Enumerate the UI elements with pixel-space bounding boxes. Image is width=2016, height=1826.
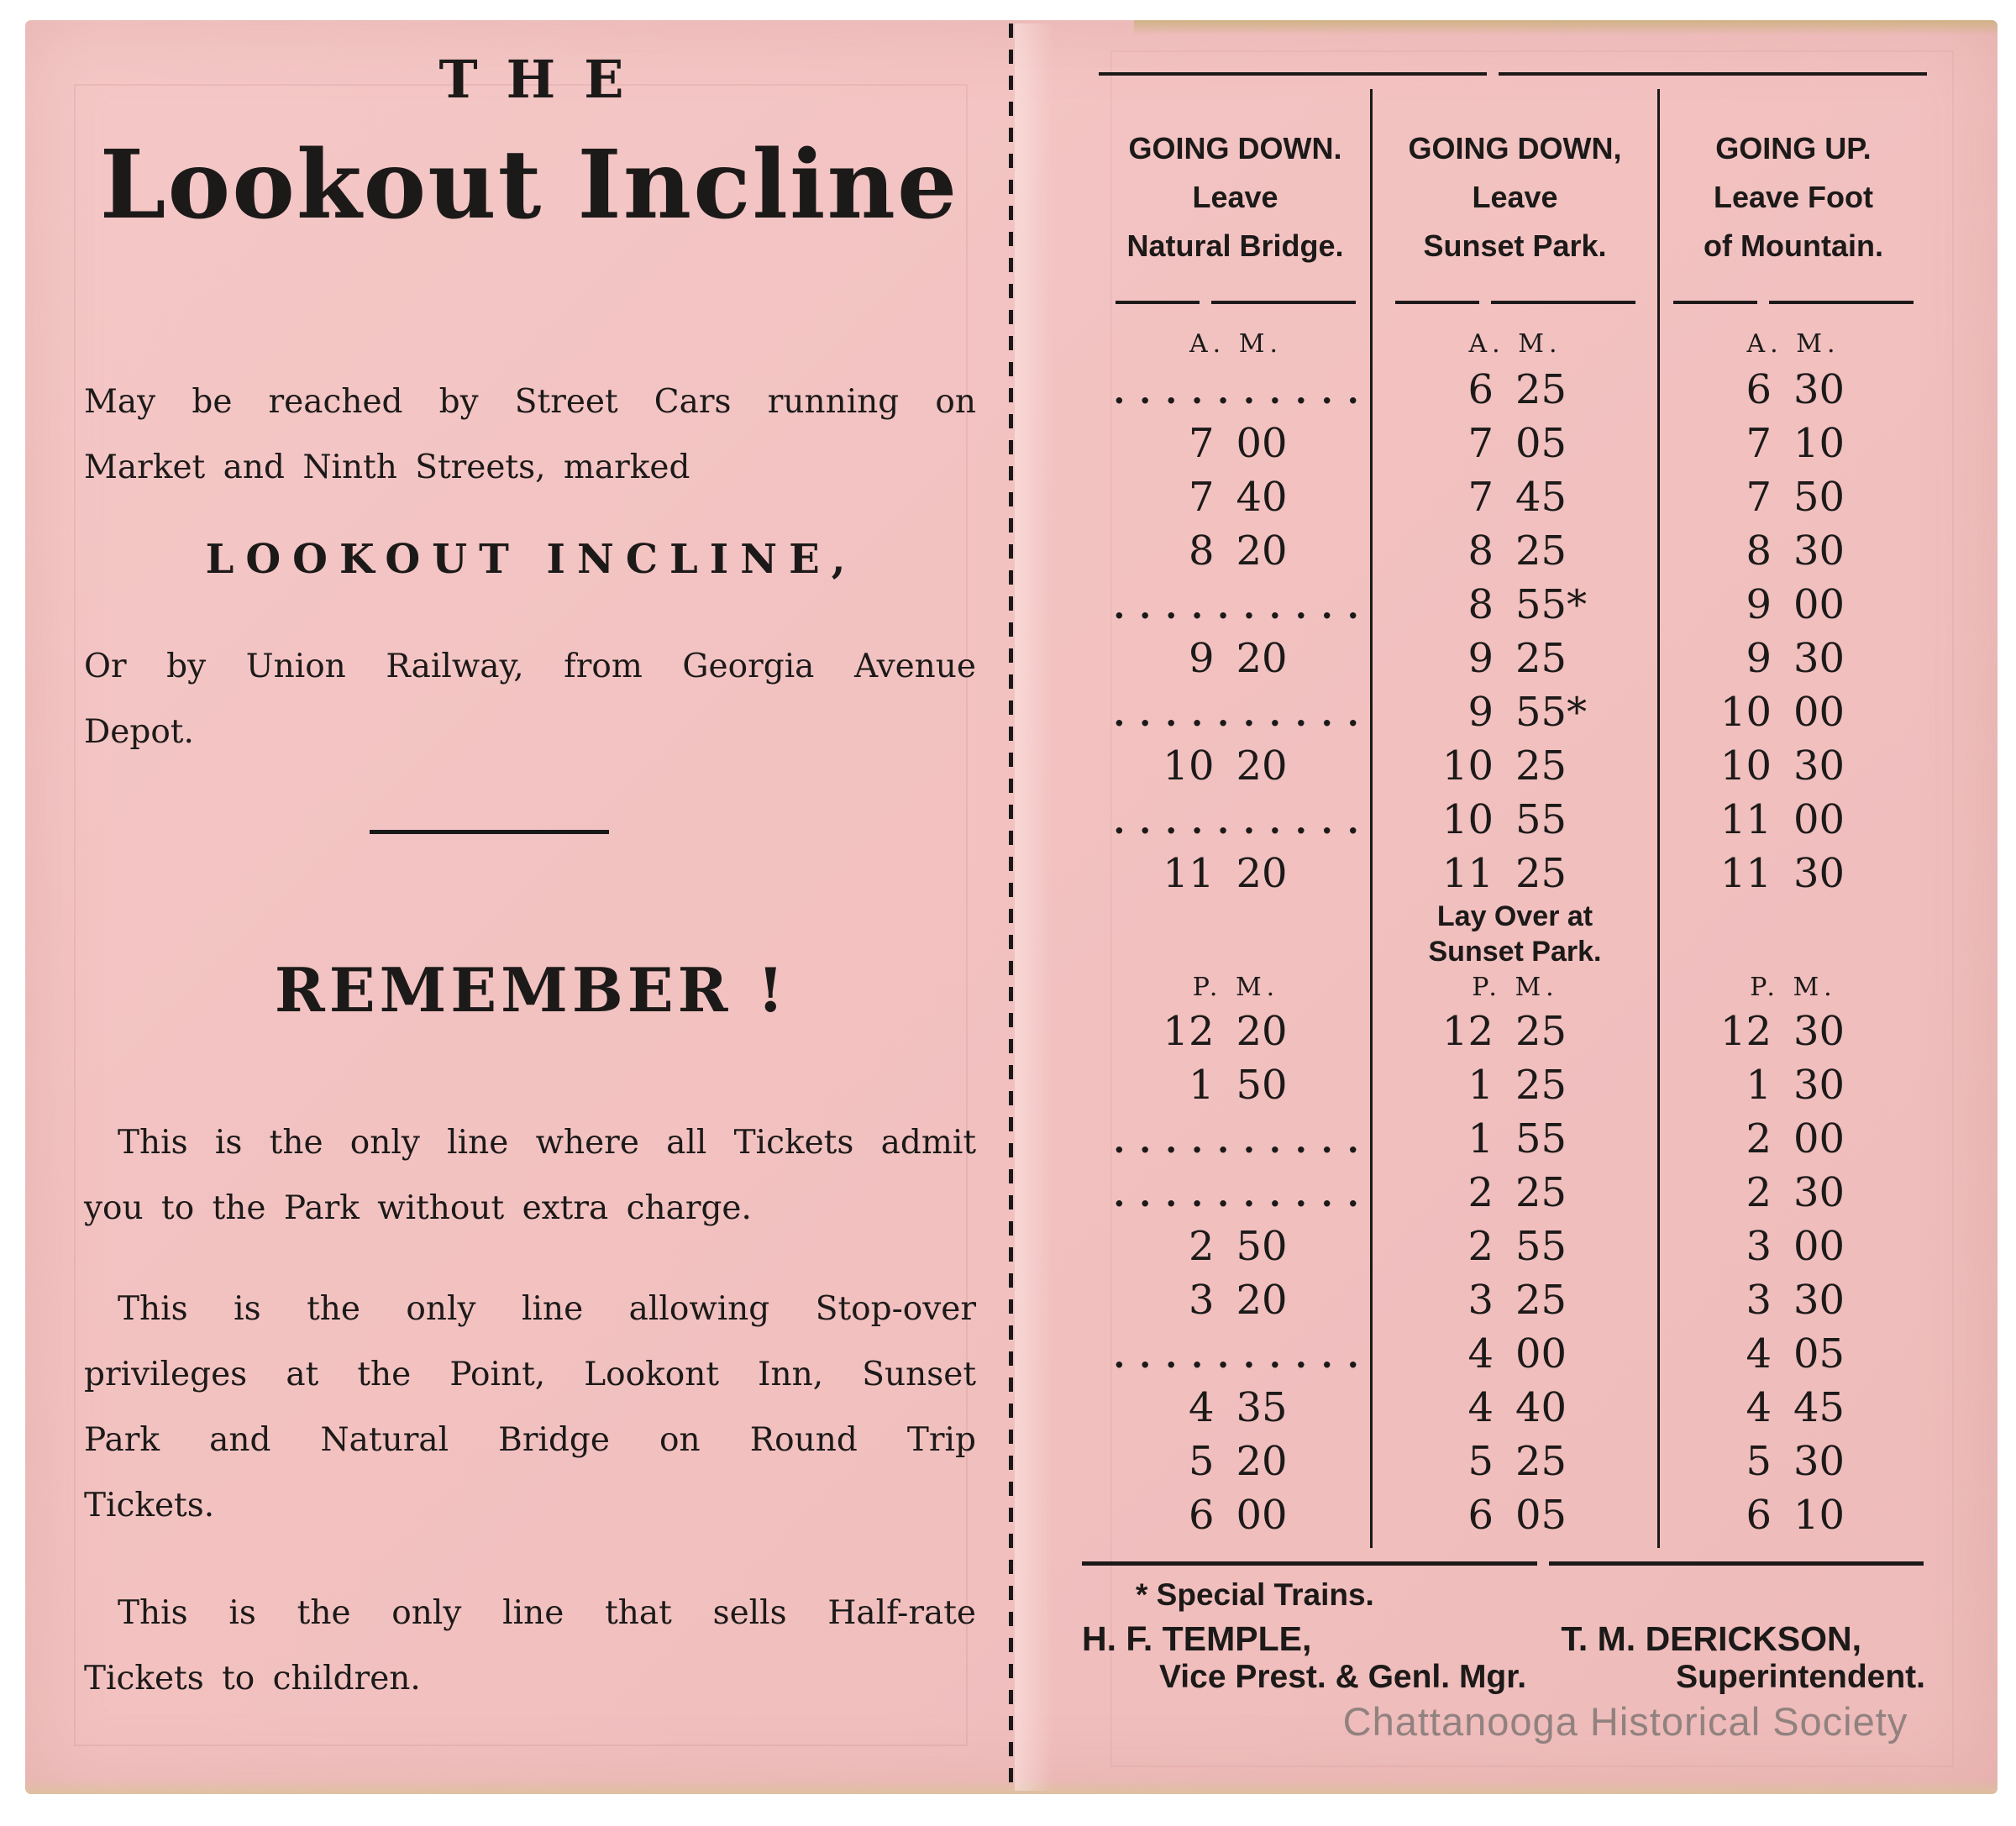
time-cell	[1659, 685, 1928, 739]
hour: 9	[1746, 635, 1772, 682]
time-cell	[1100, 632, 1372, 685]
time-cell	[1372, 685, 1659, 739]
text-line: Tickets to children.	[84, 1660, 421, 1697]
minutes: 55	[1515, 1115, 1567, 1162]
time-cell	[1659, 1435, 1928, 1488]
header-line: Leave	[1472, 180, 1558, 214]
remember-heading: REMEMBER !	[274, 954, 789, 1026]
hour: 11	[1441, 850, 1494, 897]
time-cell	[1372, 417, 1659, 470]
hour: 10	[1163, 742, 1215, 790]
hour: 11	[1719, 796, 1772, 843]
am-label: A. M.	[1468, 329, 1562, 359]
minutes: 00	[1515, 1330, 1567, 1377]
minutes: 25	[1515, 1277, 1567, 1324]
time-cell	[1372, 1435, 1659, 1488]
time-cell	[1100, 470, 1372, 524]
time-cell: ..........	[1113, 694, 1373, 734]
time-cell: ..........	[1113, 1335, 1373, 1376]
hour: 7	[1467, 474, 1494, 521]
hour: 9	[1746, 581, 1772, 628]
layover-note	[1373, 899, 1657, 969]
minutes: 25	[1515, 1438, 1567, 1485]
hour: 1	[1746, 1062, 1772, 1109]
hour: 4	[1746, 1330, 1772, 1377]
minutes: 30	[1793, 1169, 1845, 1216]
minutes: 20	[1236, 1277, 1288, 1324]
pm-times-grid	[1100, 1005, 1928, 1542]
time-cell	[1659, 1273, 1928, 1327]
minutes: 35	[1236, 1384, 1288, 1431]
header-line: Sunset Park.	[1423, 228, 1607, 263]
hour: 10	[1719, 742, 1772, 790]
time-cell	[1659, 1327, 1928, 1381]
minutes: 10	[1793, 420, 1845, 467]
time-cell	[1372, 1488, 1659, 1542]
hour: 9	[1467, 635, 1494, 682]
hour: 7	[1746, 474, 1772, 521]
time-cell	[1372, 1327, 1659, 1381]
time-cell	[1100, 524, 1372, 578]
hour: 5	[1188, 1438, 1215, 1485]
minutes: 40	[1236, 474, 1288, 521]
minutes: 00	[1793, 1223, 1845, 1270]
time-cell	[1659, 1220, 1928, 1273]
fold-crease	[1015, 24, 1053, 1791]
time-cell	[1659, 470, 1928, 524]
text-line: you to the Park without extra charge.	[84, 1189, 752, 1227]
hour: 8	[1467, 581, 1494, 628]
minutes: 55	[1515, 1223, 1567, 1270]
time-cell	[1372, 363, 1659, 417]
minutes: 25	[1515, 1062, 1567, 1109]
time-cell: ..........	[1113, 1174, 1373, 1215]
time-cell	[1372, 1005, 1659, 1058]
time-cell	[1659, 1166, 1928, 1220]
time-cell	[1659, 793, 1928, 847]
am-times-grid	[1100, 363, 1928, 900]
time-cell	[1100, 417, 1372, 470]
hour: 3	[1746, 1223, 1772, 1270]
time-cell	[1372, 1273, 1659, 1327]
minutes: 50	[1236, 1223, 1288, 1270]
minutes: 20	[1236, 635, 1288, 682]
special-trains-footnote: * Special Trains.	[1136, 1577, 1374, 1612]
hour: 4	[1188, 1384, 1215, 1431]
hour: 9	[1467, 689, 1494, 736]
minutes: 10	[1793, 1492, 1845, 1539]
hour: 5	[1746, 1438, 1772, 1485]
hour: 12	[1163, 1008, 1215, 1055]
header-line: GOING DOWN.	[1128, 131, 1342, 165]
hour: 10	[1441, 796, 1494, 843]
time-cell	[1372, 632, 1659, 685]
minutes: 00	[1236, 1492, 1288, 1539]
minutes: 55	[1515, 796, 1567, 843]
text-line: Market and Ninth Streets, marked	[84, 449, 690, 486]
hour: 8	[1746, 527, 1772, 575]
officer-title: Vice Prest. & Genl. Mgr.	[1159, 1659, 1527, 1695]
header-line: Leave	[1192, 180, 1278, 214]
time-cell	[1659, 1005, 1928, 1058]
subhead-lookout-incline: LOOKOUT INCLINE,	[205, 536, 858, 583]
text-line: This is the only line where all Tickets admit	[118, 1124, 976, 1162]
time-cell	[1372, 524, 1659, 578]
kicker-the: THE	[438, 49, 653, 110]
minutes: 50	[1236, 1062, 1288, 1109]
time-cell	[1659, 1488, 1928, 1542]
minutes: 20	[1236, 527, 1288, 575]
time-cell	[1372, 1381, 1659, 1435]
hour: 2	[1188, 1223, 1215, 1270]
text-line: Or by Union Railway, from Georgia Avenue	[84, 648, 976, 685]
pm-label: P. M.	[1750, 973, 1837, 1002]
hour: 7	[1467, 420, 1494, 467]
hour: 6	[1188, 1492, 1215, 1539]
table-bottom-rule	[1082, 1561, 1537, 1566]
paragraph-union-railway	[84, 634, 976, 765]
minutes: 00	[1236, 420, 1288, 467]
time-cell	[1659, 578, 1928, 632]
hour: 3	[1188, 1277, 1215, 1324]
hour: 2	[1467, 1169, 1494, 1216]
minutes: 30	[1793, 742, 1845, 790]
minutes: 00	[1793, 581, 1845, 628]
time-cell	[1659, 1112, 1928, 1166]
hour: 10	[1719, 689, 1772, 736]
time-cell: ..........	[1113, 586, 1373, 627]
minutes: 30	[1793, 1277, 1845, 1324]
minutes: 25	[1515, 742, 1567, 790]
hour: 3	[1467, 1277, 1494, 1324]
time-cell	[1659, 847, 1928, 900]
hour: 9	[1188, 635, 1215, 682]
pm-label: P. M.	[1472, 973, 1559, 1002]
hour: 2	[1746, 1169, 1772, 1216]
minutes: 55*	[1515, 689, 1588, 736]
hour: 7	[1188, 420, 1215, 467]
minutes: 30	[1793, 635, 1845, 682]
time-cell	[1372, 470, 1659, 524]
pm-label-row	[1100, 973, 1928, 1002]
time-cell	[1100, 1488, 1372, 1542]
hour: 6	[1467, 1492, 1494, 1539]
time-cell	[1100, 1435, 1372, 1488]
header-underline	[1100, 301, 1370, 304]
minutes: 05	[1793, 1330, 1845, 1377]
header-line: Leave Foot	[1713, 180, 1874, 214]
table-bottom-rule	[1549, 1561, 1924, 1566]
time-cell	[1100, 1058, 1372, 1112]
time-cell	[1372, 578, 1659, 632]
minutes: 25	[1515, 1169, 1567, 1216]
hour: 11	[1719, 850, 1772, 897]
time-cell	[1659, 1381, 1928, 1435]
hour: 1	[1188, 1062, 1215, 1109]
minutes: 30	[1793, 1062, 1845, 1109]
minutes: 45	[1793, 1384, 1845, 1431]
hour: 12	[1441, 1008, 1494, 1055]
minutes: 20	[1236, 742, 1288, 790]
text-line: May be reached by Street Cars running on	[84, 383, 976, 421]
time-cell	[1100, 1273, 1372, 1327]
hour: 6	[1746, 1492, 1772, 1539]
time-cell	[1100, 1220, 1372, 1273]
hour: 1	[1467, 1062, 1494, 1109]
hour: 4	[1746, 1384, 1772, 1431]
text-line: Park and Natural Bridge on Round Trip	[84, 1421, 976, 1459]
page-title: Lookout Incline	[99, 130, 959, 240]
time-cell	[1659, 363, 1928, 417]
column-header-going-up	[1660, 124, 1927, 270]
paragraph-street-cars	[84, 370, 976, 501]
officer-name: H. F. TEMPLE,	[1082, 1619, 1312, 1658]
minutes: 00	[1793, 1115, 1845, 1162]
officer-title: Superintendent.	[1676, 1659, 1925, 1695]
minutes: 20	[1236, 1438, 1288, 1485]
minutes: 30	[1793, 1438, 1845, 1485]
paragraph-tickets-admit	[84, 1110, 976, 1241]
minutes: 00	[1793, 689, 1845, 736]
header-underline	[1660, 301, 1927, 304]
hour: 4	[1467, 1330, 1494, 1377]
hour: 2	[1746, 1115, 1772, 1162]
hour: 6	[1467, 366, 1494, 413]
hour: 2	[1467, 1223, 1494, 1270]
time-cell	[1372, 1220, 1659, 1273]
minutes: 00	[1793, 796, 1845, 843]
pm-label: P. M.	[1192, 973, 1280, 1002]
officer-temple	[1082, 1619, 1536, 1697]
header-line: of Mountain.	[1704, 228, 1883, 263]
paragraph-stopover	[84, 1277, 976, 1539]
time-cell	[1372, 1166, 1659, 1220]
minutes: 55*	[1515, 581, 1588, 628]
hour: 8	[1467, 527, 1494, 575]
time-cell	[1372, 1112, 1659, 1166]
time-cell	[1659, 632, 1928, 685]
hour: 6	[1746, 366, 1772, 413]
time-cell	[1659, 417, 1928, 470]
paper-top-edge	[1134, 20, 1998, 35]
header-line: GOING UP.	[1715, 131, 1872, 165]
time-cell	[1100, 847, 1372, 900]
time-cell	[1372, 793, 1659, 847]
column-header-going-down-natural-bridge	[1100, 124, 1370, 270]
hour: 5	[1467, 1438, 1494, 1485]
hour: 8	[1188, 527, 1215, 575]
hour: 3	[1746, 1277, 1772, 1324]
time-cell	[1100, 1381, 1372, 1435]
minutes: 30	[1793, 527, 1845, 575]
hour: 10	[1441, 742, 1494, 790]
header-line: GOING DOWN,	[1408, 131, 1622, 165]
minutes: 25	[1515, 1008, 1567, 1055]
hour: 12	[1719, 1008, 1772, 1055]
time-cell	[1659, 1058, 1928, 1112]
time-cell	[1372, 847, 1659, 900]
column-header-going-down-sunset-park	[1373, 124, 1657, 270]
time-cell: ..........	[1113, 1120, 1373, 1161]
minutes: 45	[1515, 474, 1567, 521]
layover-line: Sunset Park.	[1428, 936, 1602, 968]
text-line: Depot.	[84, 713, 194, 751]
minutes: 25	[1515, 635, 1567, 682]
hour: 7	[1746, 420, 1772, 467]
watermark: Chattanooga Historical Society	[1342, 1699, 1908, 1744]
time-cell	[1659, 524, 1928, 578]
fold-dashed-line	[1009, 24, 1013, 1791]
time-cell: ..........	[1113, 371, 1373, 412]
am-label: A. M.	[1746, 329, 1840, 359]
minutes: 20	[1236, 850, 1288, 897]
minutes: 30	[1793, 1008, 1845, 1055]
officer-name: T. M. DERICKSON,	[1561, 1619, 1861, 1658]
time-cell	[1372, 1058, 1659, 1112]
minutes: 25	[1515, 366, 1567, 413]
minutes: 05	[1515, 1492, 1567, 1539]
text-line: This is the only line allowing Stop-over	[118, 1290, 976, 1328]
minutes: 50	[1793, 474, 1845, 521]
minutes: 30	[1793, 366, 1845, 413]
minutes: 25	[1515, 850, 1567, 897]
officer-derickson	[1495, 1619, 1925, 1697]
am-label: A. M.	[1189, 329, 1283, 359]
text-line: privileges at the Point, Lookont Inn, Sunset	[84, 1356, 976, 1393]
hour: 11	[1163, 850, 1215, 897]
hour: 4	[1467, 1384, 1494, 1431]
time-cell: ..........	[1113, 801, 1373, 842]
header-underline	[1373, 301, 1657, 304]
text-line: Tickets.	[84, 1487, 215, 1524]
time-cell	[1100, 1005, 1372, 1058]
hour: 7	[1188, 474, 1215, 521]
minutes: 40	[1515, 1384, 1567, 1431]
time-cell	[1100, 739, 1372, 793]
am-label-row	[1100, 329, 1928, 359]
text-line: This is the only line that sells Half-rate	[118, 1594, 976, 1632]
hour: 1	[1467, 1115, 1494, 1162]
table-top-rule	[1499, 72, 1927, 76]
paragraph-half-rate	[84, 1581, 976, 1712]
layover-line: Lay Over at	[1436, 900, 1593, 932]
minutes: 30	[1793, 850, 1845, 897]
section-divider-rule	[370, 830, 609, 834]
minutes: 05	[1515, 420, 1567, 467]
minutes: 20	[1236, 1008, 1288, 1055]
table-top-rule	[1099, 72, 1487, 76]
time-cell	[1659, 739, 1928, 793]
header-line: Natural Bridge.	[1126, 228, 1344, 263]
minutes: 25	[1515, 527, 1567, 575]
time-cell	[1372, 739, 1659, 793]
